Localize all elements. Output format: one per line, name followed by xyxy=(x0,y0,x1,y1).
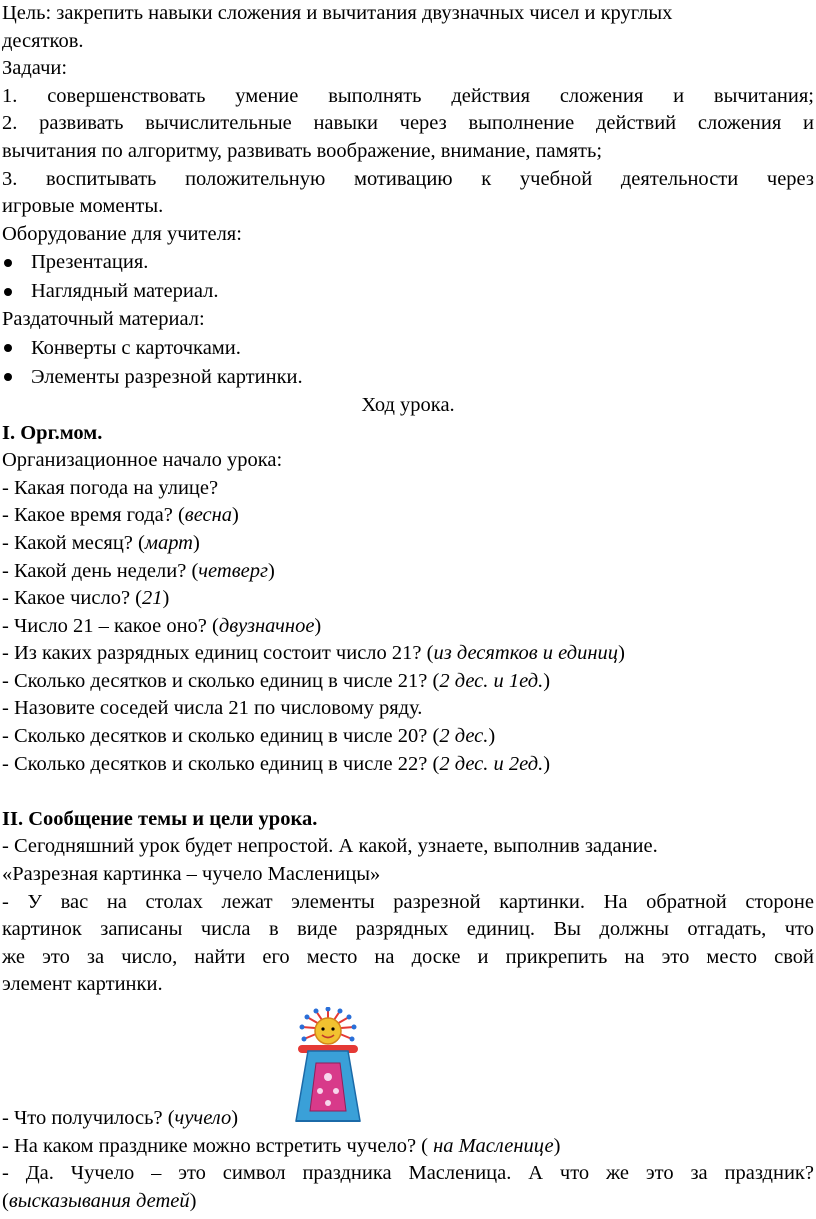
question-line xyxy=(2,558,814,586)
paragraph-line: же это за число, найти его место на доске и прикрепить на это место свой xyxy=(2,945,814,968)
task-line-5: игровые моменты. xyxy=(2,195,164,218)
paren: ) xyxy=(192,531,200,554)
list-item xyxy=(2,277,814,306)
question-line xyxy=(2,530,814,558)
paren: ) xyxy=(162,587,170,610)
paragraph-line: картинок записаны числа в виде разрядных единиц. Вы должны отгадать, что xyxy=(2,918,814,941)
question-line: - Какая погода на улице? xyxy=(2,476,219,499)
question-line xyxy=(2,613,814,641)
paren: ) xyxy=(618,642,625,665)
answer-text: 2 дес. и 2ед. xyxy=(439,752,544,775)
question-line xyxy=(2,640,814,668)
goal-line: Цель: закрепить навыки сложения и вычитания двузначных чисел и круглых xyxy=(2,2,673,24)
question-text: - Из каких разрядных единиц состоит число 21? ( xyxy=(2,642,434,665)
maslenitsa-doll-image xyxy=(290,1007,366,1125)
question-text: - Какое время года? ( xyxy=(2,504,185,527)
task-line-4: 3. воспитывать положительную мотивацию к учебной деятельности через xyxy=(2,167,814,190)
paren: ) xyxy=(231,1107,239,1129)
task-line-3: вычитания по алгоритму, развивать воображение, внимание, память; xyxy=(2,139,603,162)
paren: ) xyxy=(314,614,322,637)
list-item xyxy=(2,363,814,392)
question-line xyxy=(2,668,814,696)
answer-text: чучело xyxy=(174,1107,232,1129)
document-page xyxy=(2,0,814,1215)
section1-subtitle: Организационное начало урока: xyxy=(2,449,283,472)
paren: ) xyxy=(488,725,496,748)
answer-text: на Масленице xyxy=(433,1134,554,1157)
paren: ( xyxy=(2,1189,9,1212)
question-line: - Да. Чучело – это символ праздника Масленица. А что же это за праздник? xyxy=(2,1162,814,1185)
figure-row xyxy=(2,999,814,1105)
list-item xyxy=(2,334,814,363)
bullet-icon xyxy=(4,288,12,296)
tasks-title: Задачи: xyxy=(2,57,68,80)
question-line xyxy=(2,723,814,751)
answer-text: март xyxy=(144,531,193,554)
question-text: - Какой месяц? ( xyxy=(2,531,145,554)
answer-text: 2 дес. и 1ед. xyxy=(439,669,544,692)
handout-title: Раздаточный материал: xyxy=(2,308,205,331)
paren: ) xyxy=(232,504,239,527)
list-item-text: Наглядный материал. xyxy=(31,280,219,303)
question-line xyxy=(2,751,814,779)
spacer xyxy=(2,778,814,806)
paren: ) xyxy=(543,752,551,775)
question-text: - Сколько десятков и сколько единиц в числе 21? ( xyxy=(2,669,440,692)
question-line xyxy=(2,585,814,613)
list-item-text: Презентация. xyxy=(31,251,149,274)
answer-text: двузначное xyxy=(218,614,315,637)
teacher-equipment-title: Оборудование для учителя: xyxy=(2,222,242,245)
question-text: - Какой день недели? ( xyxy=(2,559,199,582)
paren: ) xyxy=(543,669,551,692)
paragraph-line: «Разрезная картинка – чучело Масленицы» xyxy=(2,863,381,886)
question-line xyxy=(2,1133,814,1161)
paragraph-line: - Сегодняшний урок будет непростой. А какой, узнаете, выполнив задание. xyxy=(2,835,658,858)
question-text: - Сколько десятков и сколько единиц в числе 20? ( xyxy=(2,725,440,748)
question-line: - Назовите соседей числа 21 по числовому ряду. xyxy=(2,697,423,720)
question-line xyxy=(2,502,814,530)
answer-text: весна xyxy=(184,504,233,527)
goal-line-cont: десятков. xyxy=(2,29,84,52)
list-item-text: Элементы разрезной картинки. xyxy=(31,365,303,388)
section2-heading: II. Сообщение темы и цели урока. xyxy=(2,807,318,830)
question-text: - Сколько десятков и сколько единиц в числе 22? ( xyxy=(2,752,440,775)
answer-text: из десятков и единиц xyxy=(433,642,619,665)
paren: ) xyxy=(553,1134,561,1157)
question-text: - На каком празднике можно встретить чучело? ( xyxy=(2,1134,434,1157)
paragraph-line: элемент картинки. xyxy=(2,973,163,996)
task-line-1: 1. совершенствовать умение выполнять действия сложения и вычитания; xyxy=(2,84,814,107)
bullet-icon xyxy=(4,344,12,352)
answer-text: 21 xyxy=(142,587,163,610)
paren: ) xyxy=(267,559,275,582)
lesson-title: Ход урока. xyxy=(361,393,455,416)
question-line xyxy=(2,1188,814,1216)
question-text: - Что получилось? ( xyxy=(2,1107,175,1129)
list-item-text: Конверты с карточками. xyxy=(31,336,241,359)
task-line-2: 2. развивать вычислительные навыки через выполнение действий сложения и xyxy=(2,112,814,135)
paren: ) xyxy=(189,1189,197,1212)
bullet-icon xyxy=(4,259,12,267)
question-text: - Какое число? ( xyxy=(2,587,143,610)
bullet-icon xyxy=(4,373,12,381)
question-line xyxy=(2,1105,814,1133)
section1-heading: I. Орг.мом. xyxy=(2,421,103,444)
answer-text: четверг xyxy=(198,559,268,582)
list-item xyxy=(2,248,814,277)
answer-text: 2 дес. xyxy=(439,725,489,748)
paragraph-line: - У вас на столах лежат элементы разрезной картинки. На обратной стороне xyxy=(2,890,814,913)
question-text: - Число 21 – какое оно? ( xyxy=(2,614,219,637)
answer-text: высказывания детей xyxy=(8,1189,190,1212)
